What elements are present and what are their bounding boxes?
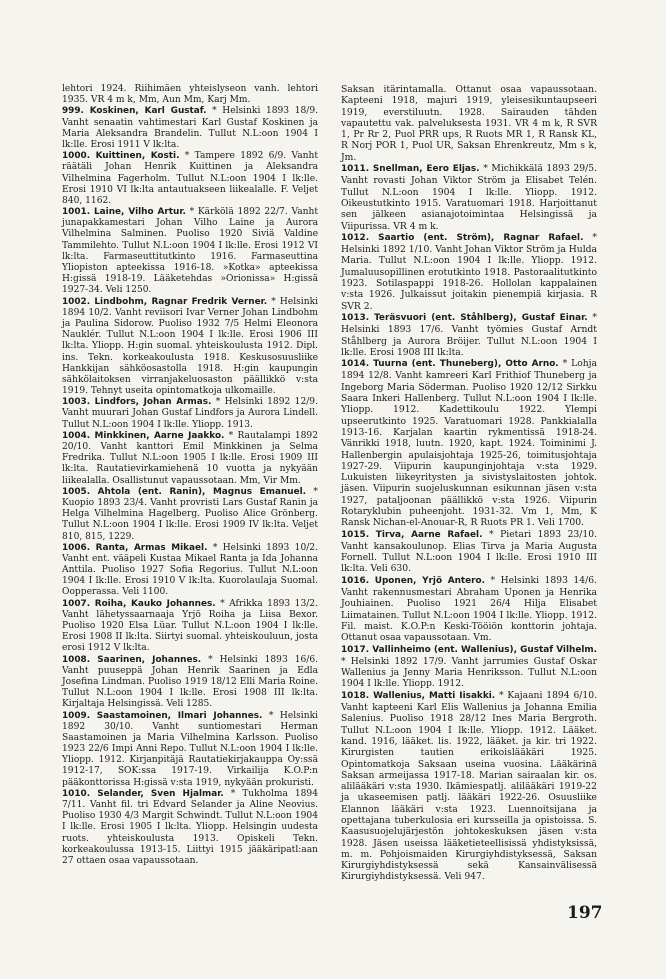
entry-heading: 1013. Teräsvuori (ent. Ståhlberg), Gustaf Einar. [341,312,588,323]
biography-entry [62,711,318,789]
entry-text: * Helsinki 1892 30/10. Vanht suntiomestari Herman Saastamoinen ja Maria Vilhelmina Karlsson. Puoliso 1923 22/6 Impi Anni Repo. Tullut N.L:oon 1904 I lk:lle. Yliopp. 1912. Kirjanpitäjä Rautatiekirjakauppa Oy:ssä 1912-17, SOK:ssa 1917-19. Virkailija K.O.P:n pääkonttorissa H:gissä v:sta 1919, nykyään prokuristi. [62,710,318,788]
entry-text: * Kärkölä 1892 22/7. Vanht junapakkamestari Johan Vilho Laine ja Aurora Vilhelmina Salminen. Puoliso 1920 Siviä Valdine Tammilehto. Tullut N.L:oon 1904 I lk:lle. Erosi 1912 VI lk:lta. Farmaseuttitutkinto 1916. Farmaseuttina Yliopiston apteekissa 1916-18. »Kotka» apteekissa H:gissä 1918-19. Lääketehdas »Orionissa» H:gissä 1927-34. Veli 1250. [62,207,318,296]
entry-text: * Helsinki 1892 12/9. Vanht muurari Johan Gustaf Lindfors ja Aurora Lindell. Tullut N.L:oon 1904 I lk:lle. Yliopp. 1913. [62,397,318,430]
entry-heading: 999. Koskinen, Karl Gustaf. [62,106,207,117]
entry-heading: 1005. Ahtola (ent. Ranin), Magnus Emanuel. [62,486,307,497]
biography-entry [62,207,318,297]
entry-text: * Michikkälä 1893 29/5. Vanht rovasti Johan Viktor Ström ja Elisabet Telén. Tullut N.L:oon 1904 I lk:lle. Yliopp. 1912. Oikeustutkinto 1915. Varatuomari 1918. Harjoittanut sen jälkeen asianajotoimintaa Helsingissä ja Viipurissa. VR 4 m k. [341,163,597,232]
biography-entry [341,575,597,644]
entry-text: * Helsinki 1894 10/2. Vanht reviisori Ivar Verner Johan Lindbohm ja Paulina Sidorow. Puoliso 1932 7/5 Helmi Eleonora Nauklér. Tullut N.L:oon 1904 I lk:lle. Erosi 1906 III lk:lta. Yliopp. H:gin suomal. yhteiskoulusta 1912. Dipl. ins. Tekn. korkeakoulusta 1918. Keskusosuusliike Hankkijan sähköosastolla 1918. H:gin kaupungin sähkölaitoksen virranjakeluosaston päällikkö v:sta 1919. Tehnyt useita opintomatkoja ulkomaille. [62,296,318,397]
biography-entry [62,84,318,106]
biography-entry [341,358,597,528]
biography-entry [341,690,597,883]
biography-entry [341,163,597,232]
entry-heading: 1008. Saarinen, Johannes. [62,654,202,665]
entry-text: * Afrikka 1893 13/2. Vanht lähetyssaarnaaja Yrjö Roiha ja Liisa Bexor. Puoliso 1920 Elsa Lüar. Tullut N.L:oon 1904 I lk:lle. Erosi 1908 II lk:lta. Siirtyi suomal. yhteiskouluun, josta erosi 1912 V lk:lta. [62,598,318,654]
left-column [62,84,318,867]
entry-heading: 1016. Uponen, Yrjö Antero. [341,575,485,586]
biography-entry [62,106,318,151]
biography-entry [341,232,597,312]
biography-entry [62,151,318,207]
entry-text: * Helsinki 1892 17/9. Vanht jarrumies Gustaf Oskar Wallenius ja Jenny Maria Henriksson. Tullut N.L:oon 1904 I lk:lle. Yliopp. 1912. [341,655,597,690]
entry-heading: 1012. Saartio (ent. Ström), Ragnar Rafael. [341,232,584,243]
entry-text: * Tukholma 1894 7/11. Vanht fil. tri Edvard Selander ja Aline Neovius. Puoliso 1930 4/3 Margit Schwindt. Tullut N.L:oon 1904 I lk:lle. Erosi 1905 I lk:lta. Yliopp. Helsingin uudesta ruots. yhteiskoulusta 1913. Opiskeli Tekn. korkeakoulussa 1913-15. Liittyi 1915 jääkäripatl:aan 27 ottaen osaa vapaussotaan. [62,788,318,866]
entry-heading: 1009. Saastamoinen, Ilmari Johannes. [62,710,263,721]
entry-heading: 1017. Vallinheimo (ent. Wallenius), Gustaf Vilhelm. [341,644,597,655]
biography-entry [62,297,318,398]
biography-entry [341,312,597,358]
entry-text: * Helsinki 1893 17/6. Vanht työmies Gustaf Arndt Ståhlberg ja Aurora Bröijer. Tullut N.L:oon 1904 I lk:lle. Erosi 1908 III lk:lta. [341,311,597,358]
entry-heading: 1004. Minkkinen, Aarne Jaakko. [62,430,225,441]
entry-heading: 1018. Wallenius, Matti Iisakki. [341,690,496,701]
entry-heading: 1003. Lindfors, Johan Armas. [62,397,212,408]
biography-entry [62,543,318,599]
biography-entry [62,599,318,655]
biography-entry [341,529,597,575]
entry-text: lehtori 1924. Riihimäen yhteislyseon vanh. lehtori 1935. VR 4 m k, Mm, Aun Mm, Karj Mm. [62,84,318,106]
entry-text: * Kuopio 1893 23/4. Vanht provristi Lars Gustaf Ranin ja Helga Vilhelmina Hagelberg. Puoliso Alice Grönberg. Tullut N.L:oon 1904 I lk:lle. Erosi 1909 IV lk:lta. Veljet 810, 815, 1229. [62,486,318,542]
entry-heading: 1014. Tuurna (ent. Thuneberg), Otto Arno. [341,359,559,370]
entry-text: * Tampere 1892 6/9. Vanht räätäli Johan Henrik Kuittinen ja Aleksandra Vilhelmina Fagerholm. Tullut N.L:oon 1904 I lk:lle. Erosi 1910 VI lk:lta antautuakseen liikealalle. F. Veljet 840, 1162. [62,151,318,206]
entry-text: * Lohja 1894 12/8. Vanht kamreeri Karl Frithiof Thuneberg ja Ingeborg Maria Söderman. Puoliso 1920 12/12 Sirkku Saara Inkeri Hallenberg. Tullut N.L:oon 1904 I lk:lle. Yliopp. 1912. Kadettikoulu 1922. Ylempi upseerutkinto 1925. Varatuomari 1928. Pankkialalla 1913-16. Karjalan kaartin rykmentissä 1918-24. Vänrikki 1918, luutn. 1920, kapt. 1924. Toiminimi J. Hallenbergin apulaisjohtaja 1925-26, toimitusjohtaja 1927-29. Viipurin kaupunginjohtaja v:sta 1929. Lukuisten liikeyritysten ja sivistyslaitosten johtok. jäsen. Viipurin suojeluskunnan esikunnan jäsen v:sta 1927, pataljoonan päällikkö v:sta 1926. Viipurin Rotaryklubin puheenjoht. 1931-32. Vm 1, Mm, K Ransk Nichan-el-Anouar-R, R Ruots PR 1. Veli 1700. [341,358,597,529]
entry-heading: 1010. Selander, Sven Hjalmar. [62,788,224,799]
entry-text: * Helsinki 1893 18/9. Vanht senaatin vahtimestari Karl Gustaf Koskinen ja Maria Aleksandra Brandelin. Tullut N.L:oon 1904 I lk:lle. Erosi 1911 V lk:lta. [62,106,319,150]
biography-entry [62,655,318,711]
right-column [341,84,597,883]
entry-heading: 1011. Snellman, Eero Eljas. [341,164,480,175]
entry-text: * Rautalampi 1892 20/10. Vanht kanttori Emil Minkkinen ja Selma Fredrika. Tullut N.L:oon 1905 I lk:lle. Erosi 1909 III lk:lta. Rautatievirkamiehenä 10 vuotta ja nykyään liikealalla. Osallistunut vapaussotaan. Mm, Vir Mm. [62,430,318,486]
biography-entry [341,644,597,690]
entry-heading: 1001. Laine, Vilho Artur. [62,207,186,218]
biography-entry [62,789,318,867]
page-number: 197 [567,903,603,923]
entry-text: * Helsinki 1892 1/10. Vanht Johan Viktor Ström ja Hulda Maria. Tullut N.L:oon 1904 I lk:lle. Yliopp. 1912. Jumaluusopillinen erotutkinto 1918. Pastoraalitutkinto 1923. Sotilaspappi 1918-26. Hollolan kappalainen v:sta 1926. Julkaissut joitakin pienempiä kirjasia. R SVR 2. [341,231,597,312]
entry-heading: 1002. Lindbohm, Ragnar Fredrik Verner. [62,296,268,307]
entry-text: * Helsinki 1893 10/2. Vanht ent. vääpeli Kustaa Mikael Ranta ja Ida Johanna Anttila. Puoliso 1927 Sofia Regorius. Tullut N.L:oon 1904 I lk:lle. Erosi 1910 V lk:lta. Kuorolaulaja Suomal. Oopperassa. Veli 1100. [62,542,318,598]
entry-text: * Helsinki 1893 16/6. Vanht puuseppä Johan Henrik Saarinen ja Edla Josefina Lindman. Puoliso 1919 18/12 Elli Maria Roine. Tullut N.L:oon 1904 I lk:lle. Erosi 1908 III lk:lta. Kirjaltaja Helsingissä. Veli 1285. [62,654,318,710]
entry-text: * Kajaani 1894 6/10. Vanht kapteeni Karl Elis Wallenius ja Johanna Emilia Salenius. Puoliso 1918 28/12 Ines Maria Bergroth. Tullut N.L:oon 1904 I lk:lle. Yliopp. 1912. Lääket. kand. 1916, lääket. lis. 1922, lääket. ja kir. tri 1922. Kirurgisten tautien erikoislääkäri 1925. Opintomatkoja Saksaan useina vuosina. Lääkärinä Saksan armeijassa 1917-18. Marian sairaalan kir. os. alilääkäri v:sta 1930. Ikämiespatlj. alilääkäri 1919-22 ja ukaseemisen patlj. lääkäri 1922-26. Osuusliike Elannon lääkäri v:sta 1923. Luennoitsijana ja opettajana tuberkulosia eri kursseilla ja opistoissa. S. Kaasusuojelujärjestön johtokeskuksen jäsen v:sta 1928. Jäsen useissa lääketieteellisissä yhdistyksissä, m. m. Pohjoismaiden Kirurgiyhdistyksessä, Saksan Kirurgiyhdistyksessä sekä Kansainvälisessä Kirurgiyhdistyksessä. Veli 947. [341,689,597,883]
entry-text: * Pietari 1893 23/10. Vanht kansakoulunop. Elias Tirva ja Maria Augusta Fornell. Tullut N.L:oon 1904 I lk:lle. Erosi 1910 III lk:lta. Veli 630. [341,528,597,575]
biography-entry [62,397,318,431]
biography-entry [341,84,597,163]
entry-heading: 1000. Kuittinen, Kosti. [62,151,180,162]
biography-entry [62,431,318,487]
entry-text: * Helsinki 1893 14/6. Vanht rakennusmestari Abraham Uponen ja Henrika Jouhiainen. Puoliso 1921 26/4 Hilja Elisabet Liimatainen. Tullut N.L:oon 1904 I lk:lle. Yliopp. 1912. Fil. maist. K.O.P:n Keski-Tööiön konttorin johtaja. Ottanut osaa vapaussotaan. Vm. [341,574,597,644]
entry-heading: 1015. Tirva, Aarne Rafael. [341,529,483,540]
entry-text: Saksan itärintamalla. Ottanut osaa vapaussotaan. Kapteeni 1918, majuri 1919, yleisesikuntaupseeri 1919, everstiluutn. 1928. Sairauden tähden vapautettu vak. palveluksesta 1931. VR 4 m k, R SVR 1, Pr Rr 2, Puol PRR ups, R Ruots MR 1, R Ransk KL, R Norj POR 1, Puol UR, Saksan Ehrenkreutz, Mm s k, Jm. [341,84,597,163]
entry-heading: 1007. Roiha, Kauko Johannes. [62,598,216,609]
entry-heading: 1006. Ranta, Armas Mikael. [62,542,208,553]
biography-entry [62,487,318,543]
